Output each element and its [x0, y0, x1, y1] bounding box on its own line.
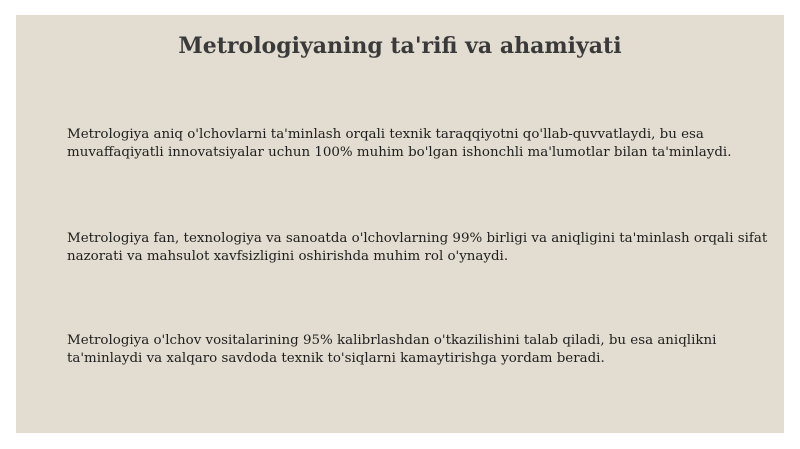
- paragraph-3: Metrologiya o'lchov vositalarining 95% kalibrlashdan o'tkazilishini talab qiladi, bu esa aniqlikni ta'minlaydi va xalqaro savdoda texnik to'siqlarni kamaytirishga yordam beradi.: [67, 333, 717, 366]
- slide-title: Metrologiyaning ta'rifi va ahamiyati: [178, 33, 622, 59]
- paragraph-1: Metrologiya aniq o'lchovlarni ta'minlash orqali texnik taraqqiyotni qo'llab-quvvatlaydi, bu esa muvaffaqiyatli innovatsiyalar uchun 100% muhim bo'lgan ishonchli ma'lumotlar bilan ta'minlaydi.: [67, 127, 732, 160]
- slide: [16, 15, 784, 433]
- paragraph-2: Metrologiya fan, texnologiya va sanoatda o'lchovlarning 99% birligi va aniqligini ta'minlash orqali sifat nazorati va mahsulot xavfsizligini oshirishda muhim rol o'ynaydi.: [67, 231, 768, 264]
